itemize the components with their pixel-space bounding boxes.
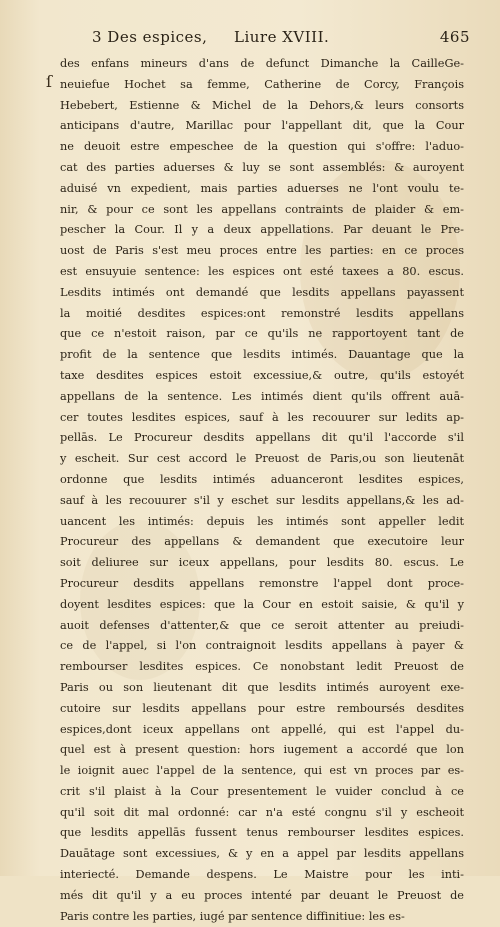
text-line: espices,dont iceux appellans ont appellé, qui est l'appel du- — [60, 722, 464, 736]
text-line: appellans de la sentence. Les intimés dient qu'ils offrent auā- — [60, 389, 464, 403]
running-header — [92, 28, 470, 50]
text-line: Procureur des appellans & demandent que executoire leur — [60, 535, 464, 549]
text-line: rembourser lesdites espices. Ce nonobstant ledit Preuost de — [60, 660, 464, 674]
text-line: Hebebert, Estienne & Michel de la Dehors,& leurs consorts — [60, 98, 464, 112]
text-line: més dit qu'il y a eu proces intenté par deuant le Preuost de — [60, 888, 464, 902]
text-line: Paris contre les parties, iugé par sentence diffinitiue: les es- — [60, 909, 405, 923]
text-line: ordonne que lesdits intimés aduanceront lesdites espices, — [60, 472, 464, 486]
body-text — [60, 54, 464, 927]
text-line: que ce n'estoit raison, par ce qu'ils ne rapportoyent tant de — [60, 327, 464, 341]
text-line: nir, & pour ce sont les appellans contraints de plaider & em- — [60, 202, 464, 216]
text-line: Lesdits intimés ont demandé que lesdits appellans payassent — [60, 285, 464, 299]
text-line: pellās. Le Procureur desdits appellans dit qu'il l'accorde s'il — [60, 431, 464, 445]
text-line: uost de Paris s'est meu proces entre les parties: en ce proces — [60, 244, 464, 258]
text-line: la moitié desdites espices:ont remonstré lesdits appellans — [60, 306, 464, 320]
text-line: est ensuyuie sentence: les espices ont esté taxees a 80. escus. — [60, 264, 464, 278]
text-line: cer toutes lesdites espices, sauf à les recouurer sur ledits ap- — [60, 410, 464, 424]
text-line: Dauātage sont excessiues, & y en a appel par lesdits appellans — [60, 847, 464, 861]
text-line: quel est à present question: hors iugement a accordé que lon — [60, 743, 464, 757]
text-line: ne deuoit estre empeschee de la question qui s'offre: l'aduo- — [60, 140, 464, 154]
text-line: Procureur desdits appellans remonstre l'appel dont proce- — [60, 576, 464, 590]
text-line: crit s'il plaist à la Cour presentement le vuider conclud à ce — [60, 784, 464, 798]
text-line: doyent lesdites espices: que la Cour en estoit saisie, & qu'il y — [60, 597, 464, 611]
text-line: que lesdits appellās fussent tenus rembourser lesdites espices. — [60, 826, 464, 840]
text-line: ce de l'appel, si l'on contraignoit lesdits appellans à payer & — [60, 639, 464, 653]
text-line: soit deliuree sur iceux appellans, pour lesdits 80. escus. Le — [60, 556, 464, 570]
text-line: y escheit. Sur cest accord le Preuost de Paris,ou son lieutenāt — [60, 452, 464, 466]
text-line: le ioignit auec l'appel de la sentence, qui est vn proces par es- — [60, 764, 464, 778]
margin-mark: ſ — [46, 72, 52, 91]
text-line: Paris ou son lieutenant dit que lesdits intimés auroyent exe- — [60, 680, 464, 694]
text-line: taxe desdites espices estoit excessiue,& outre, qu'ils estoyét — [60, 368, 464, 382]
text-line: des enfans mineurs d'ans de defunct Dimanche la CailleGe- — [60, 57, 464, 70]
text-line: profit de la sentence que lesdits intimés. Dauantage que la — [60, 348, 464, 362]
text-line: aduisé vn expedient, mais parties aduerses ne l'ont voulu te- — [60, 181, 464, 195]
text-line: cat des parties aduerses & luy se sont assemblés: & auroyent — [60, 160, 464, 174]
text-line: cutoire sur lesdits appellans pour estre remboursés desdites — [60, 701, 464, 715]
text-line: qu'il soit dit mal ordonné: car n'a esté congnu s'il y escheoit — [60, 805, 464, 819]
text-line: uancent les intimés: depuis les intimés sont appeller ledit — [60, 514, 464, 528]
header-title: Liure XVIII. — [234, 28, 330, 46]
text-line: pescher la Cour. Il y a deux appellations. Par deuant le Pre- — [60, 223, 464, 237]
text-line: neuiefue Hochet sa femme, Catherine de Corcy, François — [60, 77, 464, 91]
header-left: 3 Des espices, — [92, 28, 208, 46]
text-line: auoit defenses d'attenter,& que ce seroit attenter au preiudi- — [60, 618, 464, 632]
text-line: anticipans d'autre, Marillac pour l'appellant dit, que la Cour — [60, 119, 464, 133]
text-line: interiecté. Demande despens. Le Maistre pour les inti- — [60, 868, 464, 882]
page-number: 465 — [439, 28, 470, 46]
text-line: sauf à les recouurer s'il y eschet sur lesdits appellans,& les ad- — [60, 493, 464, 507]
